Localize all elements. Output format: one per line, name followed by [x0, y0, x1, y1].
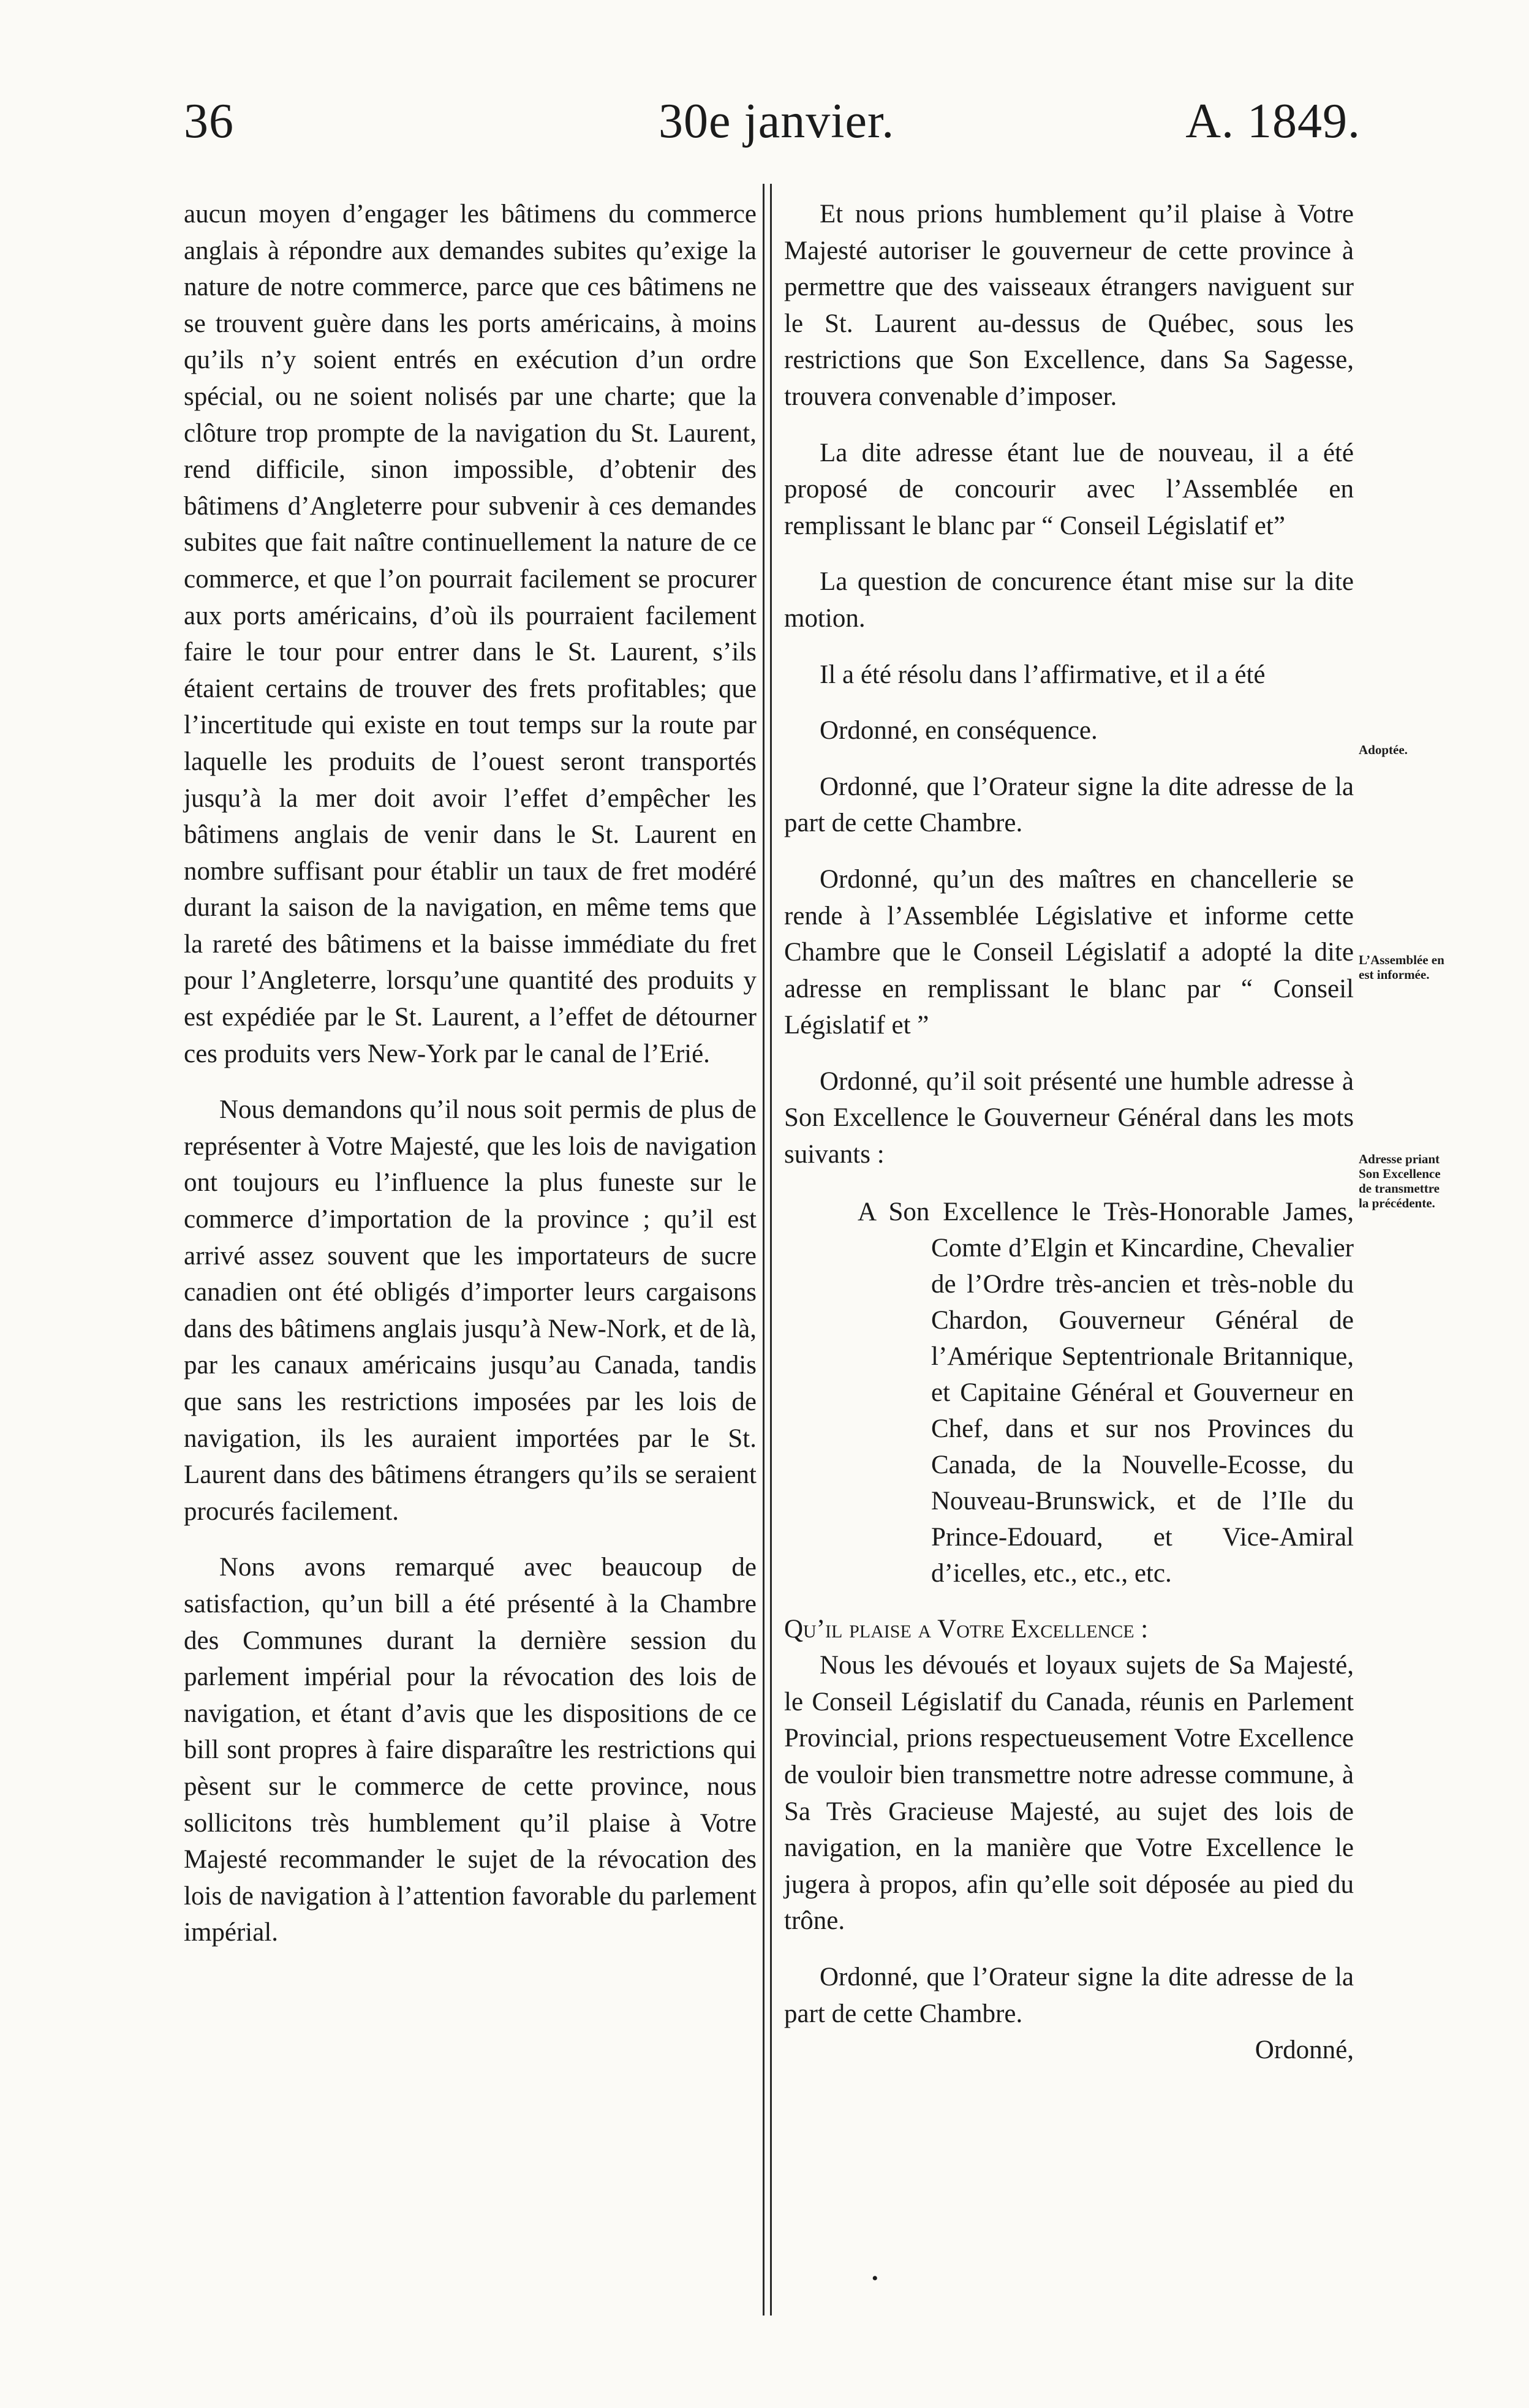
address-block: A Son Excellence le Très-Honorable James, Comte d’Elgin et Kincardine, Chevalier de l’Ordre très-ancien et très-noble du Chardon, Gouverneur Général de l’Amérique Septentrionale Britannique, et Capitaine Général et Gouverneur en Chef, dans et sur nos Provinces du Canada, de la Nouvelle-Ecosse, du Nouveau-Brunswick, et de l’Ile du Prince-Edouard, et Vice-Amiral d’icelles, etc., etc., etc. — [858, 1197, 1354, 1588]
margin-note-adresse: Adresse priant Son Excellence de transmettre la précédente. — [1359, 1152, 1441, 1210]
right-paragraph-3: La question de concurence étant mise sur la dite motion. — [784, 567, 1354, 633]
right-paragraph-6: Ordonné, que l’Orateur signe la dite adresse de la part de cette Chambre. — [784, 772, 1354, 838]
left-paragraph-1: aucun moyen d’engager les bâtimens du commerce anglais à répondre aux demandes subites qu’exige la nature de notre commerce, parce que ces bâtimens ne se trouvent guère dans les ports américains, à moins qu’ils n’y soient entrés en exécution d’un ordre spécial, ou ne soient nolisés par une charte; que la clôture trop prompte de la navigation du St. Laurent, rend difficile, sinon impossible, d’obtenir des bâtimens d’Angleterre pour subvenir à ces demandes subites que fait naître continuellement la nature de ce commerce, et que l’on pourrait facilement se procurer aux ports américains, d’où ils pourraient facilement faire le tour pour entrer dans le St. Laurent, s’ils étaient certains de trouver des frets profitables; que l’incertitude qui existe en tout temps sur la route par laquelle les produits de l’ouest seront transportés jusqu’à la mer doit avoir l’effet d’empêcher les bâtimens anglais de venir dans le St. Laurent en nombre suffisant pour établir un taux de fret modéré durant la saison de la navigation, en même tems que la rareté des bâtimens et la baisse immédiate du fret pour l’Angleterre, lorsqu’une quantité des produits y est expédiée par le St. Laurent, a l’effet de détourner ces produits vers New-York par le canal de l’Erié. — [184, 200, 757, 1068]
right-column — [784, 196, 1354, 2069]
right-paragraph-1: Et nous prions humblement qu’il plaise à Votre Majesté autoriser le gouverneur de cette province à permettre que des vaisseaux étrangers naviguent sur le St. Laurent au-dessus de Québec, sous les restrictions que Son Excellence, dans Sa Sagesse, trouvera convenable d’imposer. — [784, 200, 1354, 411]
right-paragraph-10: Ordonné, que l’Orateur signe la dite adresse de la part de cette Chambre. — [784, 1963, 1354, 2028]
page-number: 36 — [184, 94, 234, 148]
salutation: Qu’il plaise a Votre Excellence : — [784, 1614, 1149, 1644]
left-paragraph-2: Nous demandons qu’il nous soit permis de plus de représenter à Votre Majesté, que les lois de navigation ont toujours eu l’influence la plus funeste sur le commerce d’importation de la province ; qu’il est arrivé assez souvent que les importateurs de sucre canadien ont été obligés d’importer leurs cargaisons dans des bâtimens anglais jusqu’à New-Nork, et de là, par les canaux américains jusqu’au Canada, tandis que sans les restrictions imposées par les lois de navigation, ils les auraient importées par le St. Laurent dans des bâtimens étrangers qu’ils se seraient procurés facilement. — [184, 1095, 757, 1526]
right-paragraph-9: Nous les dévoués et loyaux sujets de Sa Majesté, le Conseil Législatif du Canada, réunis en Parlement Provincial, prions respectueusement Votre Excellence de vouloir bien transmettre notre adresse commune, à Sa Très Gracieuse Majesté, au sujet des lois de navigation, en la manière que Votre Excellence le jugera à propos, afin qu’elle soit déposée au pied du trône. — [784, 1651, 1354, 1936]
printer-mark: • — [872, 2268, 878, 2289]
left-column — [184, 196, 757, 1951]
right-paragraph-2: La dite adresse étant lue de nouveau, il a été proposé de concourir avec l’Assemblée en remplissant le blanc par “ Conseil Législatif et” — [784, 438, 1354, 540]
header-date: 30e janvier. — [659, 94, 895, 148]
catchword: Ordonné, — [1255, 2036, 1354, 2065]
running-header — [0, 91, 1529, 152]
header-year: A. 1849. — [1185, 94, 1361, 148]
right-paragraph-5: Ordonné, en conséquence. — [820, 716, 1098, 745]
margin-note-adoptee: Adoptée. — [1359, 742, 1408, 757]
column-divider — [763, 184, 775, 2316]
right-paragraph-4: Il a été résolu dans l’affirmative, et il a été — [820, 660, 1266, 689]
right-paragraph-8: Ordonné, qu’il soit présenté une humble adresse à Son Excellence le Gouverneur Général dans les mots suivants : — [784, 1066, 1354, 1169]
margin-note-assemblee: L’Assemblée en est informée. — [1359, 953, 1444, 982]
right-paragraph-7: Ordonné, qu’un des maîtres en chancellerie se rende à l’Assemblée Législative et informe cette Chambre que le Conseil Législatif a adopté la dite adresse en remplissant le blanc par “ Conseil Législatif et ” — [784, 864, 1354, 1040]
left-paragraph-3: Nons avons remarqué avec beaucoup de satisfaction, qu’un bill a été présenté à la Chambre des Communes durant la dernière session du parlement impérial pour la révocation des lois de navigation, et étant d’avis que les dispositions de ce bill sont propres à faire disparaître les restrictions qui pèsent sur le commerce de cette province, nous sollicitons très humblement qu’il plaise à Votre Majesté recommander le sujet de la révocation des lois de navigation à l’attention favorable du parlement impérial. — [184, 1553, 757, 1947]
